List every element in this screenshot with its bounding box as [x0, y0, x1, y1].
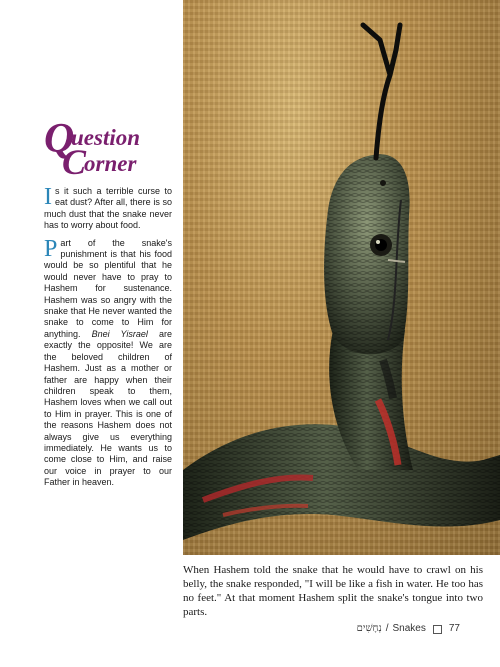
answer-paragraph [44, 235, 172, 489]
question-corner-title [44, 116, 154, 182]
page-footer [357, 622, 460, 636]
title-word-question: uestion [71, 125, 141, 150]
answer-emphasis: Bnei Yisrael [91, 328, 148, 339]
title-initial-c: C [62, 142, 87, 182]
page-number: 77 [448, 623, 460, 634]
title-word-corner: orner [84, 151, 137, 176]
snake-illustration [183, 0, 500, 555]
photo-caption: When Hashem told the snake that he would have to crawl on his belly, the snake responded, "I will be like a fish in water. He too has no feet." At that moment Hashem split the snake's tongue into two parts. [183, 564, 483, 618]
footer-separator: / [385, 623, 389, 634]
answer-text-end: are exactly the opposite! We are the beloved children of Hashem. Just as a mother or father are happy when their children speak to them, Hashem loves when we call out to Him in prayer. This is one of the reasons Hashem does not always give us everything immediately. He wants us to come close to Him, and raise our voice in prayer to our Father in heaven. [44, 328, 172, 488]
section-title-hebrew: נְחָשִׁים [356, 623, 382, 634]
snake-photo [183, 0, 500, 555]
sidebar-text [44, 186, 172, 495]
answer-text-start: art of the snake's punishment is that his food would be so plentiful that he would never have to pray to Hashem for sustenance. Hashem was so angry with the snake that He never wanted the snake to come to Him for anything. [44, 237, 172, 339]
square-bullet-icon [433, 625, 442, 634]
question-paragraph [44, 186, 172, 232]
dropcap: I [44, 184, 52, 210]
snake-tongue [363, 25, 400, 158]
title-initial-q: Q [44, 116, 75, 162]
section-title: Snakes [392, 623, 426, 634]
question-text: s it such a terrible curse to eat dust? After all, there is so much dust that the snake never has to worry about food. [44, 186, 172, 231]
dropcap: P [44, 235, 58, 262]
